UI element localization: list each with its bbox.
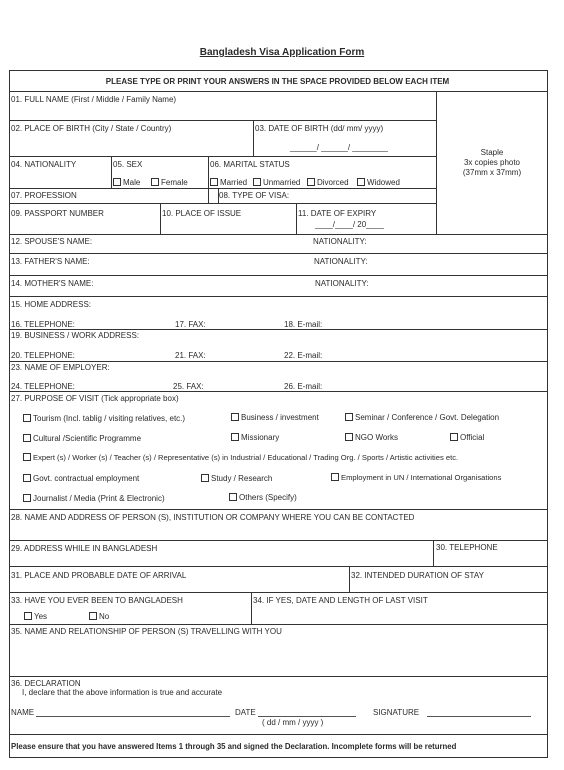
purpose-seminar-checkbox[interactable]: Seminar / Conference / Govt. Delegation [345, 413, 499, 422]
purpose-journalist-checkbox[interactable]: Journalist / Media (Print & Electronic) [23, 494, 165, 503]
unmarried-checkbox[interactable]: Unmarried [253, 178, 300, 187]
purpose-label: 27. PURPOSE OF VISIT (Tick appropriate box) [11, 394, 179, 403]
passport-number-label: 09. PASSPORT NUMBER [11, 209, 104, 218]
mother-name-label: 14. MOTHER'S NAME: [11, 279, 94, 288]
been-yes-checkbox[interactable]: Yes [24, 612, 47, 621]
divider [433, 540, 434, 566]
address-bangladesh-label: 29. ADDRESS WHILE IN BANGLADESH [11, 544, 158, 553]
divider [111, 156, 112, 188]
divider [349, 566, 350, 592]
travelling-with-label: 35. NAME AND RELATIONSHIP OF PERSON (S) TRAVELLING WITH YOU [11, 627, 282, 636]
purpose-business-checkbox[interactable]: Business / investment [231, 413, 319, 422]
mother-nationality-label: NATIONALITY: [315, 279, 369, 288]
purpose-expert-checkbox[interactable]: Expert (s) / Worker (s) / Teacher (s) / Representative (s) in Industrial / Educational / Trading Org. / Sports / Artistic activities etc. [23, 453, 458, 462]
divider [160, 203, 161, 234]
divider [9, 253, 547, 254]
date-of-expiry-field[interactable]: ____/____/ 20____ [315, 220, 384, 229]
purpose-ngo-checkbox[interactable]: NGO Works [345, 433, 398, 442]
father-nationality-label: NATIONALITY: [314, 257, 368, 266]
signature-label: SIGNATURE [373, 708, 420, 717]
spouse-nationality-label: NATIONALITY: [313, 237, 367, 246]
divider [9, 120, 436, 121]
divider [9, 734, 547, 735]
type-of-visa-label: 08. TYPE OF VISA: [219, 191, 290, 200]
declaration-text: I, declare that the above information is true and accurate [22, 688, 223, 697]
sex-male-checkbox[interactable]: Male [113, 178, 140, 187]
purpose-study-checkbox[interactable]: Study / Research [201, 474, 272, 483]
been-no-checkbox[interactable]: No [89, 612, 109, 621]
fax-25-label: 25. FAX: [173, 382, 204, 391]
divider [9, 156, 436, 157]
date-of-expiry-label: 11. DATE OF EXPIRY [298, 209, 377, 218]
divider [9, 203, 436, 204]
email-22-label: 22. E-mail: [284, 351, 323, 360]
divider [9, 234, 547, 235]
telephone-16-label: 16. TELEPHONE: [11, 320, 75, 329]
place-arrival-label: 31. PLACE AND PROBABLE DATE OF ARRIVAL [11, 571, 187, 580]
divider [9, 361, 547, 362]
divider [9, 391, 547, 392]
purpose-cultural-checkbox[interactable]: Cultural /Scientific Programme [23, 434, 141, 443]
place-of-birth-label: 02. PLACE OF BIRTH (City / State / Country) [11, 124, 172, 133]
date-input-line[interactable] [258, 716, 356, 717]
divider [218, 188, 219, 203]
fax-17-label: 17. FAX: [175, 320, 206, 329]
spouse-name-label: 12. SPOUSE'S NAME: [11, 237, 93, 246]
date-format-hint: ( dd / mm / yyyy ) [262, 718, 324, 727]
purpose-tourism-checkbox[interactable]: Tourism (Incl. tablig / visiting relatives, etc.) [23, 414, 185, 423]
signature-input-line[interactable] [427, 716, 531, 717]
divider [9, 188, 436, 189]
widowed-checkbox[interactable]: Widowed [357, 178, 400, 187]
divider [9, 91, 547, 92]
purpose-un-employment-checkbox[interactable]: Employment in UN / International Organisations [331, 473, 501, 482]
telephone-30-label: 30. TELEPHONE [436, 543, 498, 552]
date-of-birth-label: 03. DATE OF BIRTH (dd/ mm/ yyyy) [255, 124, 384, 133]
footer-notice: Please ensure that you have answered Items 1 through 35 and signed the Declaration. Incomplete forms will be returned [11, 742, 457, 751]
telephone-20-label: 20. TELEPHONE: [11, 351, 75, 360]
date-of-birth-field[interactable]: ______/ ______/ ________ [290, 143, 388, 152]
divider [296, 203, 297, 234]
sex-female-checkbox[interactable]: Female [151, 178, 188, 187]
email-18-label: 18. E-mail: [284, 320, 323, 329]
fax-21-label: 21. FAX: [175, 351, 206, 360]
form-title: Bangladesh Visa Application Form [199, 47, 365, 58]
profession-label: 07. PROFESSION [11, 191, 77, 200]
employer-label: 23. NAME OF EMPLOYER: [11, 363, 110, 372]
divider [251, 592, 252, 624]
nationality-label: 04. NATIONALITY [11, 160, 77, 169]
divider [253, 120, 254, 156]
last-visit-label: 34. IF YES, DATE AND LENGTH OF LAST VISIT [253, 596, 428, 605]
married-checkbox[interactable]: Married [210, 178, 247, 187]
divider [9, 624, 547, 625]
divider [9, 540, 547, 541]
declaration-label: 36. DECLARATION [11, 679, 81, 688]
contact-person-label: 28. NAME AND ADDRESS OF PERSON (S), INSTITUTION OR COMPANY WHERE YOU CAN BE CONTACTED [11, 513, 415, 522]
name-input-line[interactable] [36, 716, 230, 717]
purpose-missionary-checkbox[interactable]: Missionary [231, 433, 279, 442]
place-of-issue-label: 10. PLACE OF ISSUE [162, 209, 242, 218]
sex-label: 05. SEX [113, 160, 143, 169]
photo-size-text: (37mm x 37mm) [462, 168, 522, 177]
divider [9, 566, 547, 567]
photo-copies-text: 3x copies photo [463, 158, 521, 167]
divider [9, 329, 547, 330]
father-name-label: 13. FATHER'S NAME: [11, 257, 90, 266]
date-label: DATE [235, 708, 256, 717]
marital-status-label: 06. MARITAL STATUS [210, 160, 290, 169]
business-address-label: 19. BUSINESS / WORK ADDRESS: [11, 331, 140, 340]
purpose-others-checkbox[interactable]: Others (Specify) [229, 493, 297, 502]
name-label: NAME [11, 708, 35, 717]
email-26-label: 26. E-mail: [284, 382, 323, 391]
instruction-header: PLEASE TYPE OR PRINT YOUR ANSWERS IN THE SPACE PROVIDED BELOW EACH ITEM [105, 77, 450, 86]
divider [208, 156, 209, 203]
divider [9, 592, 547, 593]
full-name-label: 01. FULL NAME (First / Middle / Family Name) [11, 95, 177, 104]
divider [9, 509, 547, 510]
purpose-official-checkbox[interactable]: Official [450, 433, 484, 442]
divorced-checkbox[interactable]: Divorced [307, 178, 349, 187]
duration-of-stay-label: 32. INTENDED DURATION OF STAY [351, 571, 484, 580]
telephone-24-label: 24. TELEPHONE: [11, 382, 75, 391]
photo-staple-text: Staple [480, 148, 504, 157]
purpose-govt-contract-checkbox[interactable]: Govt. contractual employment [23, 474, 139, 483]
home-address-label: 15. HOME ADDRESS: [11, 300, 92, 309]
divider [9, 676, 547, 677]
divider [9, 296, 547, 297]
been-to-bangladesh-label: 33. HAVE YOU EVER BEEN TO BANGLADESH [11, 596, 183, 605]
divider [9, 275, 547, 276]
